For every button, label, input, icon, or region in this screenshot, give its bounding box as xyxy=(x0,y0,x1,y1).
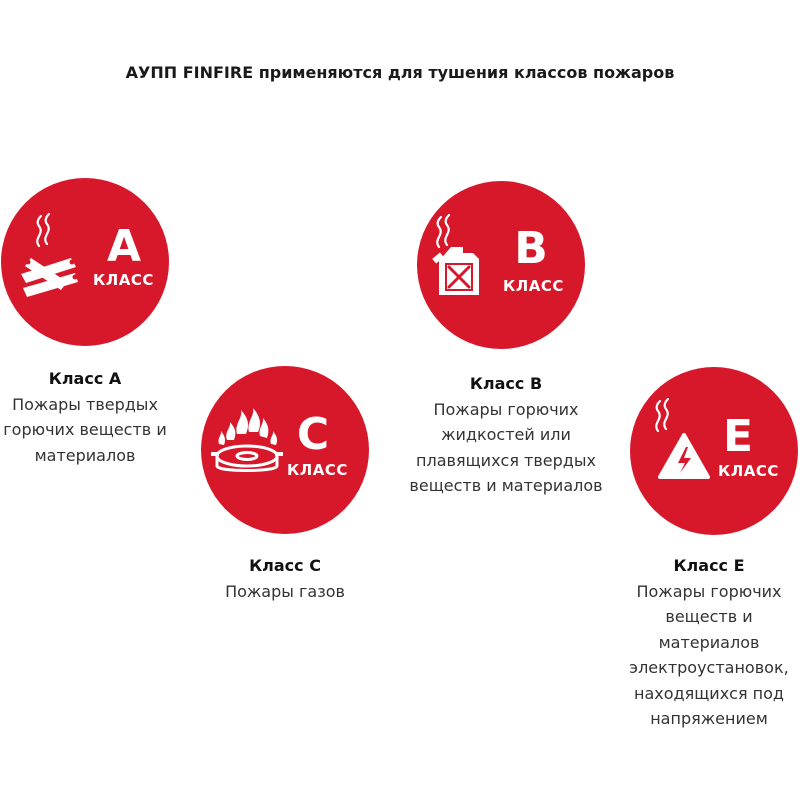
class-c-description: Пожары газов xyxy=(225,581,345,601)
class-a-badge xyxy=(1,178,169,346)
class-b-name: Класс В xyxy=(469,374,543,393)
class-e-badge xyxy=(630,367,798,535)
class-e-name: Класс Е xyxy=(673,556,745,575)
page-title: АУПП FINFIRE применяются для тушения классов пожаров xyxy=(125,63,675,82)
class-c-letter: C xyxy=(296,409,330,460)
class-c-badge-word: КЛАСС xyxy=(287,461,348,479)
class-b-badge-word: КЛАСС xyxy=(503,277,564,295)
class-b-description: Пожары горючих жидкостей или плавящихся твердых веществ и материалов xyxy=(409,399,603,495)
class-c-name: Класс С xyxy=(249,556,321,575)
class-e-letter: E xyxy=(722,411,754,462)
class-b-caption xyxy=(400,371,612,499)
class-b-badge xyxy=(417,181,585,349)
class-a-name: Класс А xyxy=(48,369,122,388)
class-a-letter: A xyxy=(106,221,142,272)
class-e-description: Пожары горючих веществ и материалов электроустановок, находящихся под напряжением xyxy=(629,581,789,728)
class-e-caption xyxy=(618,553,800,732)
class-e-badge-word: КЛАСС xyxy=(718,462,779,480)
class-b-letter: B xyxy=(514,223,548,274)
class-a-badge-word: КЛАСС xyxy=(93,271,154,289)
class-c-badge xyxy=(201,366,369,534)
class-c-caption xyxy=(187,553,383,604)
class-a-description: Пожары твердых горючих веществ и материалов xyxy=(3,394,167,465)
class-a-caption xyxy=(0,366,170,468)
